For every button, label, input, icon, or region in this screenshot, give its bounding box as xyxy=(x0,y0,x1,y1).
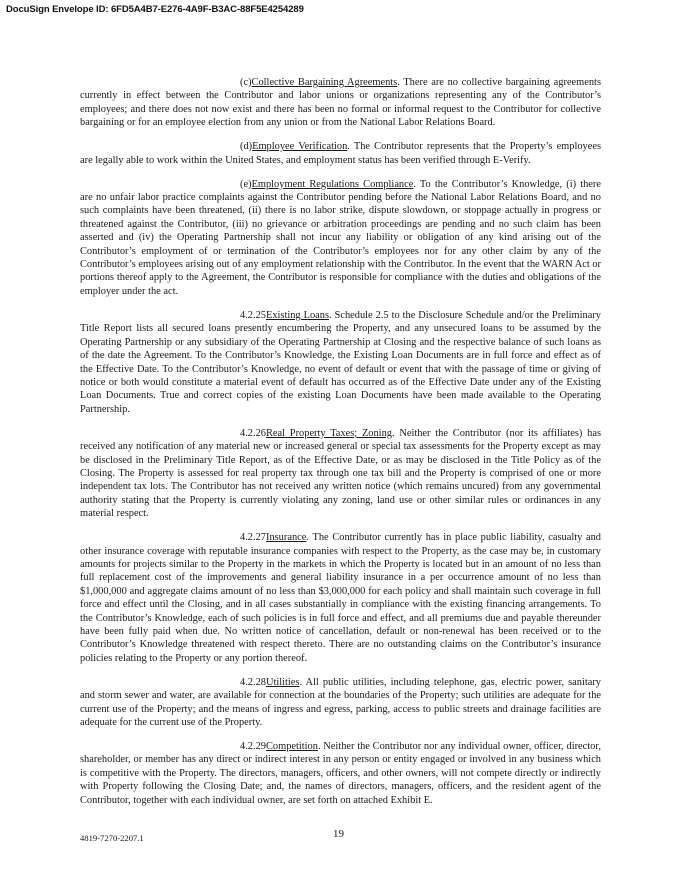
paragraph-text: . All public utilities, including telephone, gas, electric power, sanitary and storm sewer and water, are available for connection at the boundaries of the Property; such utilities are adequate for the current use of the Property; and the means of ingress and egress, parking, access to public streets and drainage facilities are adequate for the current use of the Property. xyxy=(80,676,601,729)
section-number: 4.2.25 xyxy=(240,309,266,321)
section-number: 4.2.26 xyxy=(240,427,266,439)
paragraph-collective-bargaining xyxy=(80,76,601,130)
paragraph-heading: Insurance xyxy=(265,532,307,544)
docusign-envelope-id: DocuSign Envelope ID: 6FD5A4B7-E276-4A9F-B3AC-88F5E4254289 xyxy=(6,4,304,15)
paragraph-text: . The Contributor currently has in place public liability, casualty and other insurance coverage with reputable insurance companies with respect to the Property, as the case may be, in customary amounts for projects similar to the Property in the markets in which the Property is located but in an amount of no less than full replacement cost of the improvements and general liability insurance in a per occurrence amount of no less than $1,000,000 and aggregate claims amount of no less than $3,000,000 for each policy and shall maintain such coverage in full force and effect until the Closing, and in all cases substantially in compliance with the existing financing arrangements. To the Contributor’s Knowledge, each of such policies is in full force and effect, and all premiums due and payable thereunder have been fully paid when due. No written notice of cancellation, default or non-renewal has been received or to the Contributor’s Knowledge threatened with respect thereto. There are no outstanding claims on the Contributor’s insurance policies relating to the Property or any portion thereof. xyxy=(80,532,601,664)
paragraph-heading: Competition xyxy=(265,741,318,753)
paragraph-heading: Employment Regulations Compliance xyxy=(251,178,414,190)
paragraph-text: . Neither the Contributor (nor its affiliates) has received any notification of any material new or increased general or special tax assessments for the Property except as may be disclosed in the Preliminary Title Report, as of the Effective Date, or as may be disclosed in the Title Policy as of the Closing. The Property is assessed for real property tax through one tax bill and the Property is comprised of one or more independent tax lots. The Contributor has not received any written notice (which remains uncured) from any governmental authority stating that the Property is currently violating any zoning, land use or other similar rules or ordinances in any material respect. xyxy=(80,427,601,520)
paragraph-heading: Real Property Taxes; Zoning xyxy=(265,427,392,439)
paragraph-label: (c) xyxy=(240,77,252,88)
paragraph-label: (e) xyxy=(240,178,252,190)
footer-document-id: 4819-7270-2207.1 xyxy=(80,833,144,843)
paragraph-existing-loans xyxy=(80,309,601,416)
paragraph-heading: Employee Verification xyxy=(252,141,348,153)
paragraph-heading: Collective Bargaining Agreements xyxy=(251,77,398,88)
paragraph-heading: Existing Loans xyxy=(265,309,329,321)
section-number: 4.2.28 xyxy=(240,676,266,688)
page-number: 19 xyxy=(333,828,344,840)
section-number: 4.2.29 xyxy=(240,741,266,753)
paragraph-text: . The Contributor represents that the Property’s employees are legally able to work within the United States, and employment status has been verified through E-Verify. xyxy=(80,141,601,166)
paragraph-utilities xyxy=(80,676,601,730)
paragraph-text: . There are no collective bargaining agreements currently in effect between the Contributor and labor unions or organizations representing any of the Contributor’s employees; and there does not now exist and there has been no formal or informal request to the Contributor for collective bargaining or for an employee election from any union or from the National Labor Relations Board. xyxy=(80,77,601,129)
paragraph-text: . Schedule 2.5 to the Disclosure Schedule and/or the Preliminary Title Report lists all secured loans presently encumbering the Property, and any unsecured loans to be assumed by the Operating Partnership or any subsidiary of the Operating Partnership at Closing and the respective balance of such loans as of the date the Agreement. To the Contributor’s Knowledge, the Existing Loan Documents are in full force and effect as of the Effective Date. To the Contributor’s Knowledge, no event of default or event that with the passage of time or giving of notice or both would constitute a material event of default has occurred as of the Effective Date under any of the Existing Loan Documents. True and correct copies of the existing Loan Documents have been made available to the Operating Partnership. xyxy=(80,309,601,415)
document-body xyxy=(80,76,601,818)
paragraph-insurance xyxy=(80,531,601,665)
paragraph-text: . Neither the Contributor nor any individual owner, officer, director, shareholder, or member has any direct or indirect interest in any person or entity engaged or involved in any business which is competitive with the Property. The directors, managers, officers, and other owners, will not compete directly or indirectly with Property following the Closing Date; and, the names of directors, managers, officers, and the resident agent of the Contributor, together with each individual owner, are set forth on attached Exhibit E. xyxy=(80,741,601,806)
paragraph-competition xyxy=(80,740,601,807)
section-number: 4.2.27 xyxy=(240,532,266,544)
paragraph-real-property-taxes xyxy=(80,427,601,521)
paragraph-label: (d) xyxy=(240,141,253,153)
paragraph-heading: Utilities xyxy=(265,676,300,688)
paragraph-employment-regulations xyxy=(80,178,601,299)
paragraph-text: . To the Contributor’s Knowledge, (i) there are no unfair labor practice complaints against the Contributor pending before the National Labor Relations Board, and no such complaints have been threatened, (ii) there is no labor strike, dispute slowdown, or stoppage actually in progress or threatened against the Contributor, (iii) no grievance or arbitration proceedings are pending and no such claim has been asserted and (iv) the Operating Partnership shall not incur any liability or obligation of any kind arising out of the Contributor’s employment of or termination of the Contributor’s employees nor for any other claim by any of the Contributor’s employees arising out of any employment relationship with the Contributor. In the event that the WARN Act or portions thereof apply to the Agreement, the Contributor is responsible for compliance with the duties and obligations of the employer under the act. xyxy=(80,178,601,297)
paragraph-employee-verification xyxy=(80,140,601,167)
